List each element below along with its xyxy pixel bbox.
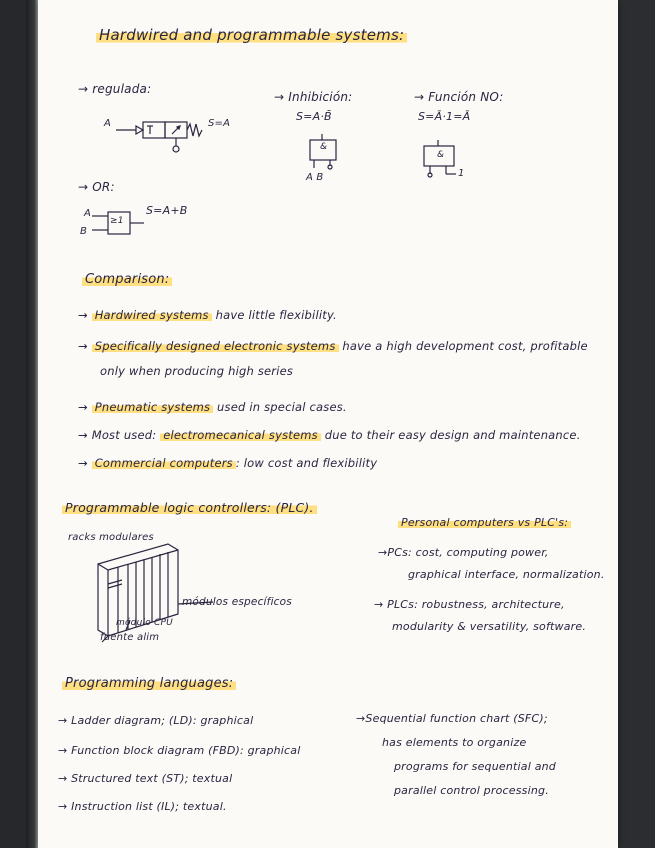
regulada-equation: S=A: [208, 118, 231, 129]
sfc-line: →Sequential function chart (SFC);: [356, 712, 548, 725]
comparison-item: → Pneumatic systems used in special cases.: [78, 400, 347, 414]
or-equation: S=A+B: [146, 204, 188, 217]
plcs-line: → PLCs: robustness, architecture,: [374, 598, 565, 611]
language-item: → Function block diagram (FBD): graphical: [58, 744, 301, 757]
sfc-line: parallel control processing.: [394, 784, 549, 797]
inhibicion-equation: S=A·B̄: [296, 110, 332, 123]
plc-heading: Programmable logic controllers: (PLC).: [62, 500, 317, 515]
pc-vs-plc-heading: Personal computers vs PLC's:: [398, 516, 571, 529]
plcs-line: modularity & versatility, software.: [392, 620, 587, 633]
inhibicion-inputs: A B: [306, 172, 324, 183]
plc-modulos-label: módulos específicos: [182, 596, 292, 608]
or-input-a: A: [84, 208, 92, 219]
languages-heading: Programming languages:: [62, 676, 236, 691]
pcs-line: graphical interface, normalization.: [408, 568, 605, 581]
inhibicion-gate-symbol: &: [320, 142, 328, 152]
plc-racks-label: racks modulares: [68, 532, 154, 543]
comparison-heading: Comparison:: [82, 272, 172, 287]
or-label: → OR:: [78, 180, 115, 194]
plc-fuente-label: fuente alim: [100, 632, 160, 643]
funcion-no-gate-symbol: &: [437, 150, 445, 160]
sfc-line: has elements to organize: [382, 736, 527, 749]
comparison-item-continuation: only when producing high series: [100, 364, 294, 378]
comparison-item: → Specifically designed electronic systems have a high development cost, profitable: [78, 339, 588, 353]
pneumatic-valve-symbol: [116, 118, 216, 168]
or-input-b: B: [80, 226, 88, 237]
page-title: Hardwired and programmable systems:: [96, 26, 407, 44]
inhibicion-gate: [308, 134, 348, 170]
regulada-input-a: A: [104, 118, 112, 129]
funcion-no-input: 1: [458, 168, 465, 179]
plc-cpu-label: módulo CPU: [116, 618, 173, 628]
funcion-no-gate: [420, 140, 480, 180]
or-gate-symbol: ≥1: [110, 216, 124, 226]
funcion-no-equation: S=Ā·1=Ā: [418, 110, 471, 123]
language-item: → Structured text (ST); textual: [58, 772, 233, 785]
comparison-item: → Commercial computers : low cost and flexibility: [78, 456, 378, 470]
or-gate: [92, 210, 162, 240]
notebook-page: [38, 0, 618, 848]
language-item: → Ladder diagram; (LD): graphical: [58, 714, 254, 727]
comparison-item: → Hardwired systems have little flexibility.: [78, 308, 337, 322]
pcs-line: →PCs: cost, computing power,: [378, 546, 549, 559]
funcion-no-label: → Función NO:: [414, 90, 504, 104]
inhibicion-label: → Inhibición:: [274, 90, 353, 104]
comparison-item: → Most used: electromecanical systems due to their easy design and maintenance.: [78, 428, 581, 442]
plc-rack-drawing: [78, 544, 228, 644]
regulada-label: → regulada:: [78, 82, 152, 96]
sfc-line: programs for sequential and: [394, 760, 556, 773]
language-item: → Instruction list (IL); textual.: [58, 800, 227, 813]
